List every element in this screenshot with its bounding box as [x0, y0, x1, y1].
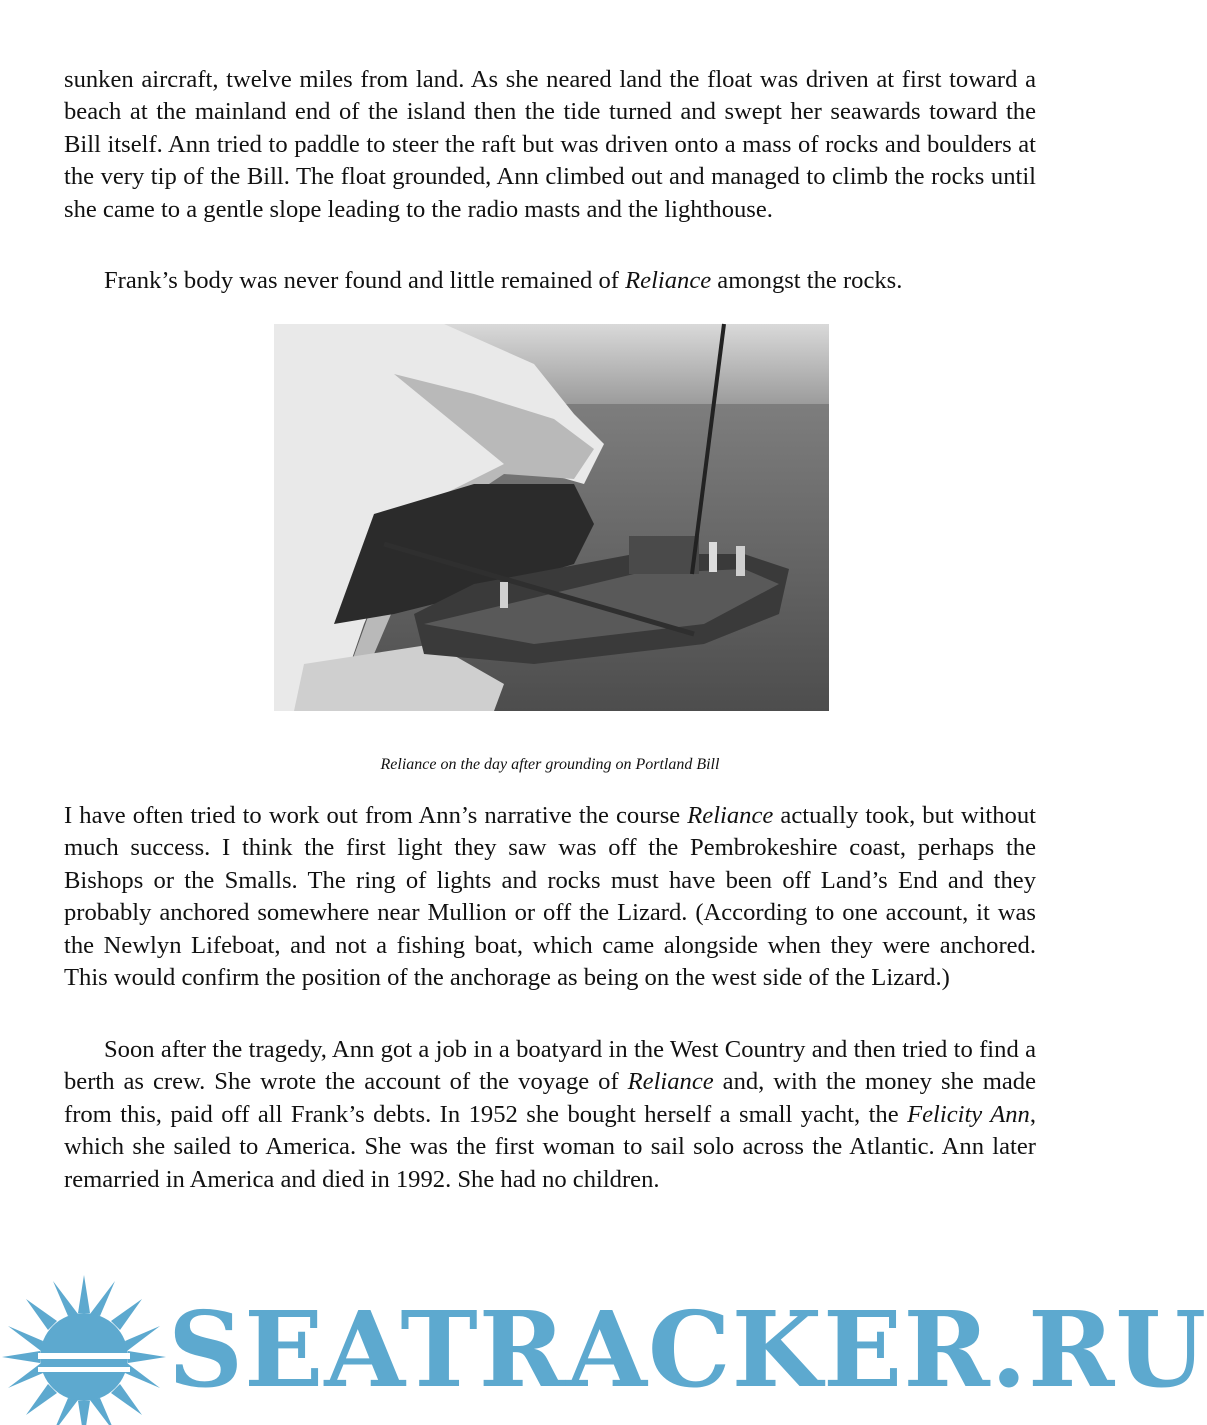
paragraph-4-text-a: Soon after the tragedy, Ann got a job in a boatyard in the West Country and then tried to find a berth as crew. She wrote the account of the voyage of [64, 1036, 1036, 1096]
boat-photo [274, 324, 829, 711]
paragraph-4 [64, 1034, 1036, 1196]
paragraph-1: sunken aircraft, twelve miles from land. As she neared land the float was driven at first toward a beach at the mainland end of the island then the tide turned and swept her seawards toward the Bill itself. Ann tried to paddle to steer the raft but was driven onto a mass of rocks and boulders at the very tip of the Bill. The float grounded, Ann climbed out and managed to climb the rocks until she came to a gentle slope leading to the radio masts and the lighthouse. [64, 66, 1036, 223]
boat-name-reliance: Reliance [627, 1068, 714, 1096]
paragraph-3-text-b: actually took, but without much success. I think the first light they saw was off the Pembrokeshire coast, perhaps the Bishops or the Smalls. The ring of lights and rocks must have been off Land’s End and they probably anchored somewhere near Mullion or off the Lizard. (According to one account, it was the Newlyn Lifeboat, and not a fishing boat, which came alongside when they were anchored. This would confirm the position of the anchorage as being on the west side of the Lizard.) [64, 802, 1036, 992]
boat-photo-illustration [274, 324, 829, 711]
boat-name-reliance: Reliance [687, 802, 774, 829]
boat-name-reliance: Reliance [625, 267, 712, 294]
paragraph-3 [64, 800, 1036, 994]
paragraph-2 [64, 265, 1036, 297]
figure-caption: Reliance on the day after grounding on Portland Bill [380, 756, 720, 773]
paragraph-2-text-a: Frank’s body was never found and little remained of [104, 267, 626, 294]
paragraph-4-text-b: and, with the money she made from this, paid off all Frank’s debts. In 1952 she bought herself a small yacht, the [64, 1068, 1036, 1128]
watermark-text: SEATRACKER.RU [168, 1288, 1207, 1411]
paragraph-4-text-c: , which she sailed to America. She was the first woman to sail solo across the Atlantic. Ann later remarried in America and died in 1992. She had no children. [64, 1100, 1036, 1193]
paragraph-3-text-a: I have often tried to work out from Ann’s narrative the course [64, 802, 688, 829]
boat-name-felicity-ann: Felicity Ann [907, 1100, 1030, 1128]
paragraph-2-text-b: amongst the rocks. [711, 267, 903, 294]
